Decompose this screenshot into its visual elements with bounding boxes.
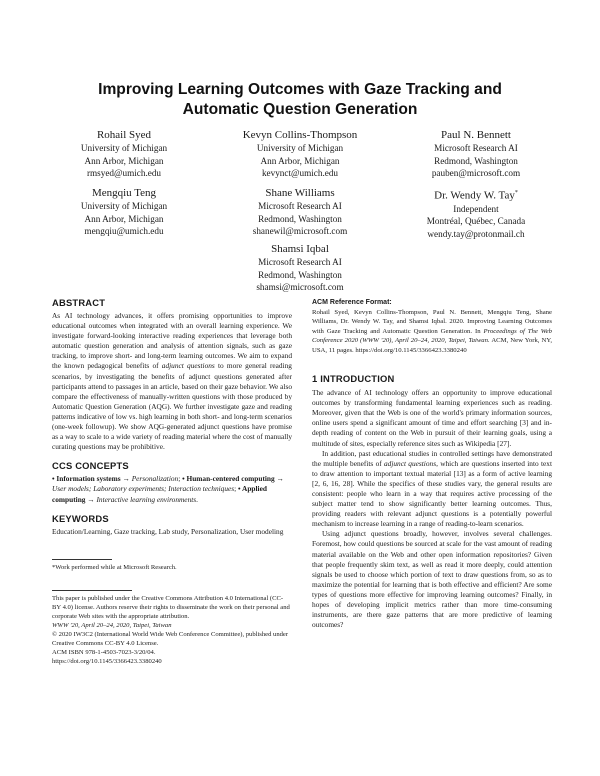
author-name [388,186,564,203]
author-email[interactable]: pauben@microsoft.com [431,168,521,179]
intro-paragraph-3: Using adjunct questions broadly, however, involves several challenges. Foremost, how could questions be sourced at scale for the vast amount of reading material available on the Web and other open information repositories? Given that people frequently skim text, as well as read it more deeply, could attention signals be used to choose which portion of text to draw questions from, so as to maximize the potential for learning that is both effective and efficient? Are some types of questions more effective for improving learning outcomes? Finally, in hopes of developing implicit metrics rather than more time-consuming instruments, are there gaze patterns that are more predictive of learning outcomes? [312,529,552,630]
intro-p2-start: In addition, past educational studies in controlled settings have demonstrated the multiple benefits of [312,448,552,468]
author-email[interactable]: wendy.tay@protonmail.ch [427,228,525,239]
ccs-arrow: → [274,474,284,484]
paper-title [40,80,560,120]
license-isbn: ACM ISBN 978-1-4503-7023-3/20/04. [52,648,156,656]
ccs-arrow: → [120,474,132,484]
author-email[interactable]: shamsi@microsoft.com [256,282,344,293]
abstract-text [52,311,292,452]
author-affiliation: University of Michigan [80,143,168,153]
author-affiliation: Microsoft Research AI [434,143,518,153]
author-location: Ann Arbor, Michigan [84,155,164,166]
author-email[interactable]: mengqiu@umich.edu [84,226,164,237]
footnote: *Work performed while at Microsoft Research. [52,563,177,571]
right-column [312,298,552,630]
author-location: Ann Arbor, Michigan [260,155,340,166]
ccs-subterm: User models; Laboratory experiments; Interaction techniques [52,484,235,494]
title-line-1: Improving Learning Outcomes with Gaze Tracking and [98,81,502,98]
author-location: Redmond, Washington [258,213,342,224]
license-block [52,594,292,666]
ccs-subterm: Interactive learning environments [96,494,197,504]
abstract-term: adjunct questions [161,361,215,371]
acm-ref-authors: Rohail Syed, Kevyn Collins-Thompson, Paul N. Bennett, Mengqiu Teng, Shane Williams, Dr. Wendy W. Tay, and Shamsi Iqbal. 2020. Improving Learning Outcomes with Gaze Tracking and Automatic Question Generation. In [312,309,552,335]
author-name: Mengqiu Teng [91,187,157,199]
author-location: Montréal, Québec, Canada [426,216,526,227]
author-affiliation: Independent [453,203,499,214]
author-name: Shamsi Iqbal [271,243,329,255]
author-name: Paul N. Bennett [441,129,511,141]
author-name-text: Dr. Wendy W. Tay [434,189,515,202]
intro-paragraph-1: The advance of AI technology offers an opportunity to improve educational outcomes by transforming fundamental learning experiences such as reading. Moreover, given that the Web is one of the world's primary information sources, online users spend a significant amount of time and effort searching [3] and in-depth reading of content on the Web in pursuit of their learning goals, using a multitude of sites, especially reference sites such as Wikipedia [27]. [312,388,552,448]
author-block [212,128,388,180]
acm-ref-rest: ACM, New York, NY, USA, 11 pages. https://doi.org/10.1145/3366423.3380240 [312,337,552,354]
ccs-term: • Information systems [52,474,121,484]
keywords-heading: KEYWORDS [52,512,109,524]
author-email[interactable]: kevynct@umich.edu [261,168,339,179]
title-line-2: Automatic Question Generation [182,101,418,118]
acm-ref-text [312,308,552,355]
intro-paragraph-2 [312,449,552,530]
left-column [52,297,292,666]
author-location: Redmond, Washington [258,269,342,280]
author-block [388,128,564,180]
author-name: Kevyn Collins-Thompson [242,129,358,141]
author-block [212,242,388,294]
license-venue: WWW '20, April 20–24, 2020, Taipei, Taiwan [52,621,172,629]
ccs-separator: . [196,494,198,504]
abstract-part: to more general reading scenarios, by investigating the benefits of adjunct questions generated after participants attend to passages in an article, based on their gaze behavior. We also compare the effectiveness of manually-written questions with those produced by Automatic Question Generation (AQG). We further investigate gaze and reading patterns indicative of low vs. high learning in both short- and long-term scenarios (one-week followup). We show AQG-generated adjunct questions have promise as a way to scale to a wide variety of reading material where the cost of manually curating questions may be prohibitive. [52,361,292,452]
ccs-term: • Applied computing [52,484,267,504]
acm-ref-venue: Proceedings of The Web Conference 2020 (WWW '20), April 20–24, 2020, Taipei, Taiwan. [312,327,552,345]
author-block [212,186,388,240]
ccs-separator: ; [178,474,183,484]
author-block [388,186,564,240]
abstract-heading: ABSTRACT [52,297,106,308]
ccs-heading: CCS CONCEPTS [52,460,129,472]
author-name: Shane Williams [265,187,335,199]
author-block [36,186,212,240]
author-affiliation: University of Michigan [80,201,168,211]
author-location: Redmond, Washington [434,155,518,166]
license-rule [52,590,132,591]
author-affiliation: University of Michigan [256,143,344,153]
intro-heading: 1 INTRODUCTION [312,373,395,385]
footnote-rule [52,559,112,560]
ccs-arrow: → [85,494,97,504]
ccs-concepts [52,474,292,504]
author-row-2 [36,186,564,240]
author-location: Ann Arbor, Michigan [84,213,164,224]
author-email[interactable]: shanewil@microsoft.com [252,226,348,237]
author-block [36,128,212,180]
license-text: This paper is published under the Creative Commons Attribution 4.0 International (CC-BY 4.0) license. Authors reserve their rights to disseminate the work on their personal and corporate Web sites with the appropriate attribution. [52,594,290,620]
author-email[interactable]: rmsyed@umich.edu [86,168,162,179]
abstract-part: As AI technology advances, it offers promising opportunities to improve educational outcomes when integrated with an overall learning experience. We investigate forward-looking interactive reading experiences that leverage both automatic question generation and analysis of attention signals, such as gaze tracking, to improve short- and long-term learning outcomes. We aim to expand the known pedagogical benefits of [52,311,292,371]
intro-p2-end: , which are questions inserted into text to draw attention to important textual material [13] as a form of active learning [2, 6, 16, 28]. While the specifics of these studies vary, the general results are consistent: people who learn in a way that requires active processing of the subject matter tend to show significantly better learning outcomes. Thus, providing readers with relevant adjunct questions is a potentially powerful mechanism to increase learning in a range of reading-to-learn scenarios. [312,458,552,529]
intro-p2-term: adjunct questions [383,458,437,468]
keywords-text: Education/Learning, Gaze tracking, Lab study, Personalization, User modeling [52,526,284,536]
author-affiliation: Microsoft Research AI [258,201,342,211]
author-name: Rohail Syed [96,129,152,141]
license-doi[interactable]: https://doi.org/10.1145/3366423.3380240 [52,657,162,665]
ccs-subterm: Personalization [131,474,179,484]
author-row-1 [36,128,564,180]
author-affiliation: Microsoft Research AI [258,257,342,267]
acm-ref-heading: ACM Reference Format: [312,299,392,306]
ccs-separator: ; [234,484,239,494]
ccs-term: • Human-centered computing [182,474,275,484]
footnote-marker: * [514,190,518,196]
license-copyright: © 2020 IW3C2 (International World Wide Web Conference Committee), published under Creative Commons CC-BY 4.0 License. [52,630,289,647]
